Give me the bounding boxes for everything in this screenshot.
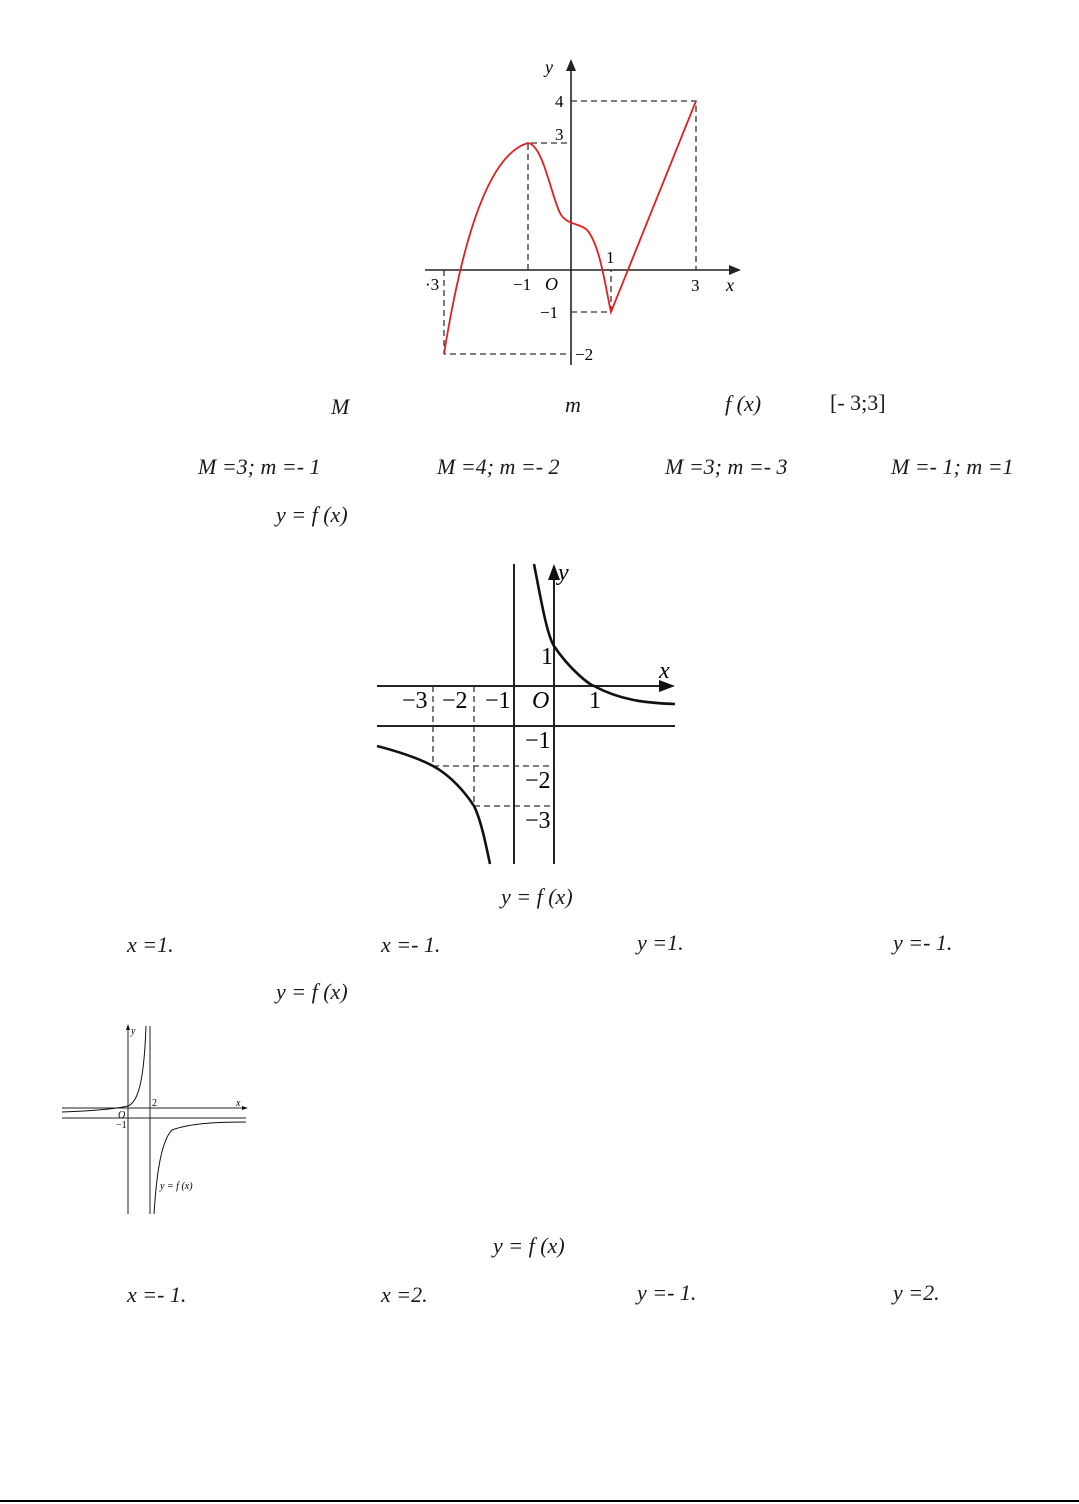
guide-peak	[528, 143, 571, 270]
q1-stem-m: m	[565, 392, 581, 417]
guide-valley	[571, 270, 611, 312]
tick-y-neg1: −1	[116, 1120, 127, 1131]
curve-left-branch	[62, 1026, 146, 1112]
label-origin: O	[545, 274, 558, 294]
q3-option-c[interactable]: y =- 1.	[637, 1280, 697, 1305]
figure-2-graph	[375, 560, 680, 870]
label-origin: O	[532, 688, 550, 714]
guide-max	[571, 101, 696, 270]
tick-y-neg2: −2	[575, 345, 594, 364]
q2-option-a[interactable]: x =1.	[127, 932, 174, 957]
x-axis-arrow	[729, 265, 741, 275]
figure-3-graph	[60, 1022, 250, 1217]
q1-option-d[interactable]: M =- 1; m =1	[891, 454, 1014, 479]
q3-option-a[interactable]: x =- 1.	[127, 1282, 187, 1307]
label-origin: O	[118, 1110, 126, 1121]
label-x: x	[726, 275, 734, 295]
q2-option-d[interactable]: y =- 1.	[893, 930, 953, 955]
q3-option-b[interactable]: x =2.	[381, 1282, 428, 1307]
tick-x-neg3: −3	[402, 688, 428, 714]
tick-x-neg2: −2	[442, 688, 468, 714]
q1-option-b[interactable]: M =4; m =- 2	[437, 454, 560, 479]
q2-figure-caption: y = f (x)	[501, 884, 573, 909]
label-y: y	[131, 1026, 136, 1037]
q1-option-a[interactable]: M =3; m =- 1	[198, 454, 321, 479]
q3-option-d[interactable]: y =2.	[893, 1280, 940, 1305]
tick-x-1: 1	[589, 688, 601, 714]
tick-x-neg3: ·3	[425, 275, 440, 294]
tick-y-1: 1	[541, 644, 553, 670]
tick-y-neg3: −3	[525, 808, 551, 834]
q2-option-c[interactable]: y =1.	[637, 930, 684, 955]
q1-option-c[interactable]: M =3; m =- 3	[665, 454, 788, 479]
label-y: y	[545, 57, 553, 77]
tick-x-neg1: −1	[485, 688, 511, 714]
tick-x-3: 3	[691, 276, 700, 295]
curve-label: y = f (x)	[160, 1181, 193, 1192]
q2-option-b[interactable]: x =- 1.	[381, 932, 441, 957]
curve-right-branch	[154, 1122, 246, 1214]
tick-y-4: 4	[555, 92, 564, 111]
q3-figure-caption: y = f (x)	[493, 1233, 565, 1258]
tick-x-1: 1	[606, 248, 615, 267]
q2-stem-func: y = f (x)	[276, 502, 348, 527]
q1-stem-interval: [- 3;3]	[830, 390, 886, 415]
q3-stem-func: y = f (x)	[276, 979, 348, 1004]
tick-y-neg2: −2	[525, 768, 551, 794]
y-axis-arrow	[566, 59, 576, 71]
q1-stem-fx: f (x)	[725, 391, 762, 416]
x-axis-arrow	[242, 1106, 248, 1110]
page-bottom-rule	[0, 1500, 1079, 1502]
tick-y-neg1: −1	[525, 728, 551, 754]
tick-x-2: 2	[152, 1098, 157, 1109]
label-y: y	[558, 560, 569, 586]
tick-y-3: 3	[555, 125, 564, 144]
curve-left-branch	[377, 746, 490, 864]
curve-right-branch	[534, 564, 675, 704]
tick-x-neg1: −1	[513, 275, 532, 294]
y-axis-arrow	[126, 1024, 130, 1030]
function-curve	[444, 101, 696, 354]
label-x: x	[236, 1098, 241, 1109]
q1-stem-M: M	[331, 394, 350, 419]
label-x: x	[659, 658, 670, 684]
figure-1-graph	[415, 55, 760, 375]
tick-y-neg1: −1	[540, 303, 559, 322]
